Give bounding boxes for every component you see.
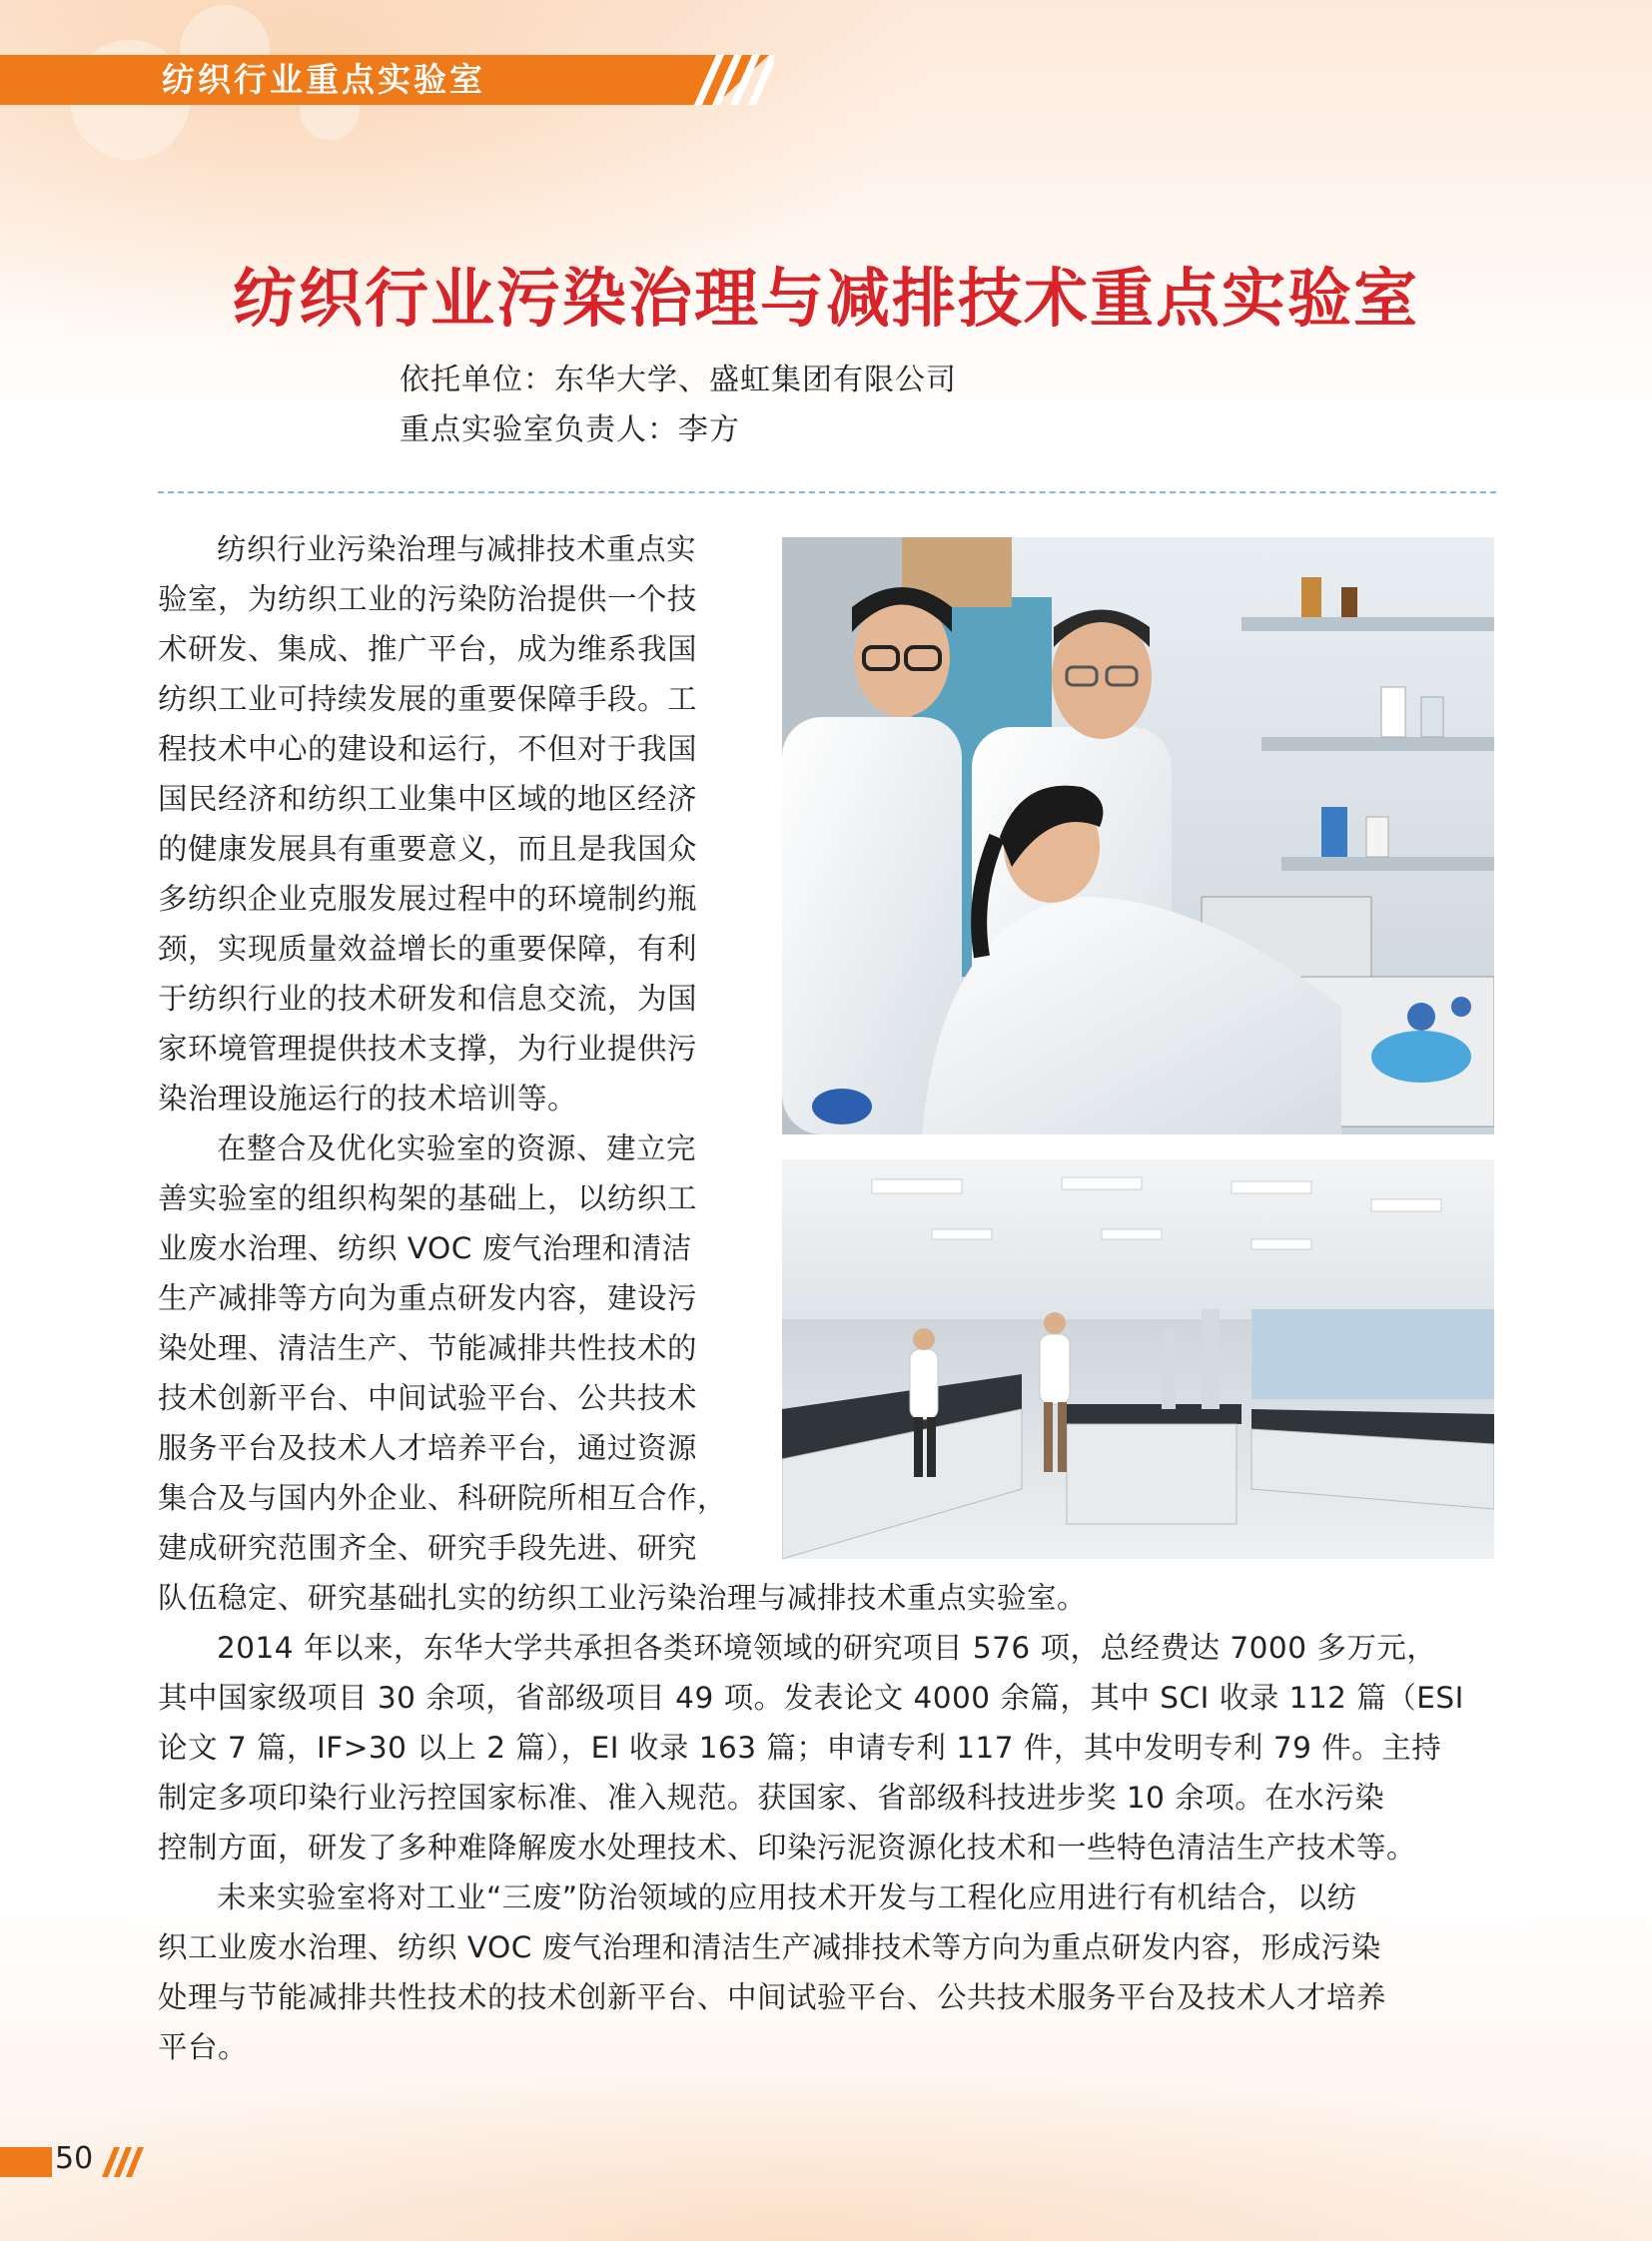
paragraph-platforms-tail: 队伍稳定、研究基础扎实的纺织工业污染治理与减排技术重点实验室。: [158, 1581, 1088, 1615]
page-title: 纺织行业污染治理与减排技术重点实验室: [233, 263, 1419, 337]
paragraph-future: 未来实验室将对工业“三废”防治领域的应用技术开发与工程化应用进行有机结合，以纺 织工业废水治理、纺织 VOC 废气治理和清洁生产减排技术等方向为重点研发内容，形成污染 处理与节能减排共性技术的技术创新平台、中间试验平台、公共技术服务平台及技术人才培养 平台。: [158, 1880, 1387, 2064]
header-stripes-icon: [654, 55, 774, 105]
footer-stripes-icon: [100, 2147, 150, 2177]
paragraph-achievements: 2014 年以来，东华大学共承担各类环境领域的研究项目 576 项，总经费达 7000 多万元， 其中国家级项目 30 余项，省部级项目 49 项。发表论文 4000 余篇，其中 SCI 收录 112 篇（ESI 论文 7 篇，IF>30 以上 2 篇），EI 收录 163 篇；申请专利 117 件，其中发明专利 79 件。主持 制定多项印染行业污控国家标准、准入规范。获国家、省部级科技进步奖 10 余项。在水污染 控制方面，研发了多种难降解废水处理技术、印染污泥资源化技术和一些特色清洁生产技术等。: [158, 1631, 1464, 1865]
page-number-bar: [0, 2147, 52, 2177]
lab-team-photo: [782, 537, 1494, 1134]
section-header-title: 纺织行业重点实验室: [162, 60, 485, 99]
lab-director: 重点实验室负责人：李方: [400, 412, 740, 447]
lab-room-photo: [782, 1159, 1494, 1559]
page-number: 50: [55, 2141, 94, 2176]
host-unit: 依托单位：东华大学、盛虹集团有限公司: [400, 363, 957, 397]
paragraph-intro: 纺织行业污染治理与减排技术重点实 验室，为纺织工业的污染防治提供一个技 术研发、集成、推广平台，成为维系我国 纺织工业可持续发展的重要保障手段。工 程技术中心的建设和运行，不但对于我国 国民经济和纺织工业集中区域的地区经济 的健康发展具有重要意义，而且是我国众 多纺织企业克服发展过程中的环境制约瓶 颈，实现质量效益增长的重要保障，有利 于纺织行业的技术研发和信息交流，为国 家环境管理提供技术支撑，为行业提供污 染治理设施运行的技术培训等。: [158, 532, 698, 1116]
dashed-divider: [158, 491, 1496, 493]
paragraph-platforms: 在整合及优化实验室的资源、建立完 善实验室的组织构架的基础上，以纺织工 业废水治理、纺织 VOC 废气治理和清洁 生产减排等方向为重点研发内容，建设污 染处理、清洁生产、节能减排共性技术的 技术创新平台、中间试验平台、公共技术 服务平台及技术人才培养平台，通过资源 集合及与国内外企业、科研院所相互合作， 建成研究范围齐全、研究手段先进、研究: [158, 1131, 728, 1565]
